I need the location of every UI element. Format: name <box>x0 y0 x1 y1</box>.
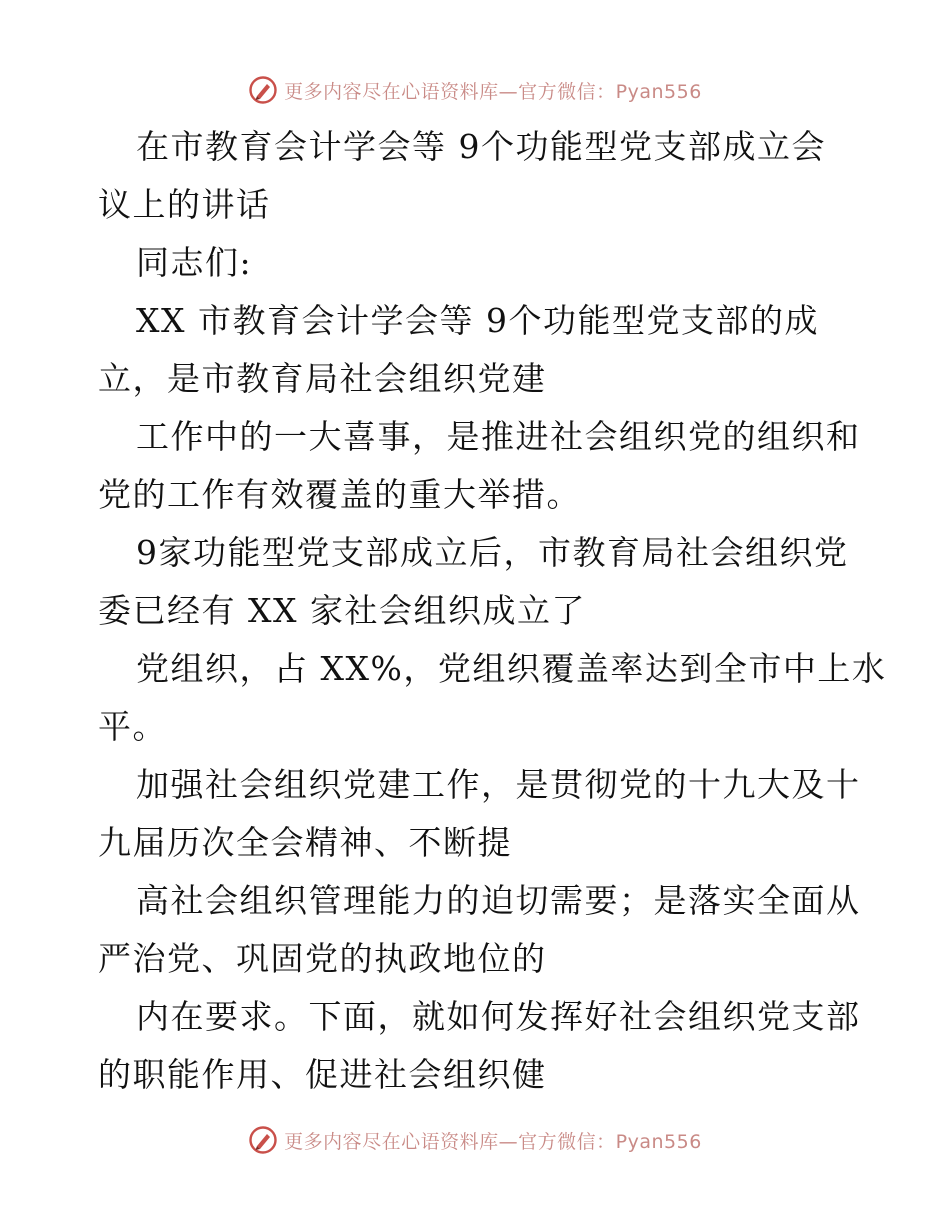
pen-logo-icon <box>248 75 278 105</box>
watermark-text: 更多内容尽在心语资料库—官方微信：Pyan556 <box>284 80 702 103</box>
header-watermark <box>0 70 950 110</box>
footer-watermark <box>0 1120 950 1160</box>
text-line: 同志们: <box>136 243 253 282</box>
pen-logo-icon <box>248 1125 278 1155</box>
text-line: 党的工作有效覆盖的重大举措。 <box>98 475 581 514</box>
text-line: 党组织，占 XX%，党组织覆盖率达到全市中上水 <box>136 649 887 688</box>
text-line: 议上的讲话 <box>98 185 271 224</box>
text-line: 9家功能型党支部成立后，市教育局社会组织党 <box>136 533 849 572</box>
watermark-text: 更多内容尽在心语资料库—官方微信：Pyan556 <box>284 1130 702 1153</box>
text-line: 高社会组织管理能力的迫切需要；是落实全面从 <box>136 881 861 920</box>
text-line: 加强社会组织党建工作，是贯彻党的十九大及十 <box>136 765 861 804</box>
text-line: 九届历次全会精神、不断提 <box>98 823 512 862</box>
text-line: 委已经有 XX 家社会组织成立了 <box>98 591 586 630</box>
text-line: 工作中的一大喜事，是推进社会组织党的组织和 <box>136 417 861 456</box>
document-body <box>98 118 887 1104</box>
text-line: 立，是市教育局社会组织党建 <box>98 359 547 398</box>
text-line: 严治党、巩固党的执政地位的 <box>98 939 547 978</box>
text-line: 内在要求。下面，就如何发挥好社会组织党支部 <box>136 997 861 1036</box>
text-line: XX 市教育会计学会等 9个功能型党支部的成 <box>136 301 819 340</box>
text-line: 平。 <box>98 707 167 746</box>
text-line: 在市教育会计学会等 9个功能型党支部成立会 <box>136 127 826 166</box>
text-line: 的职能作用、促进社会组织健 <box>98 1055 547 1094</box>
